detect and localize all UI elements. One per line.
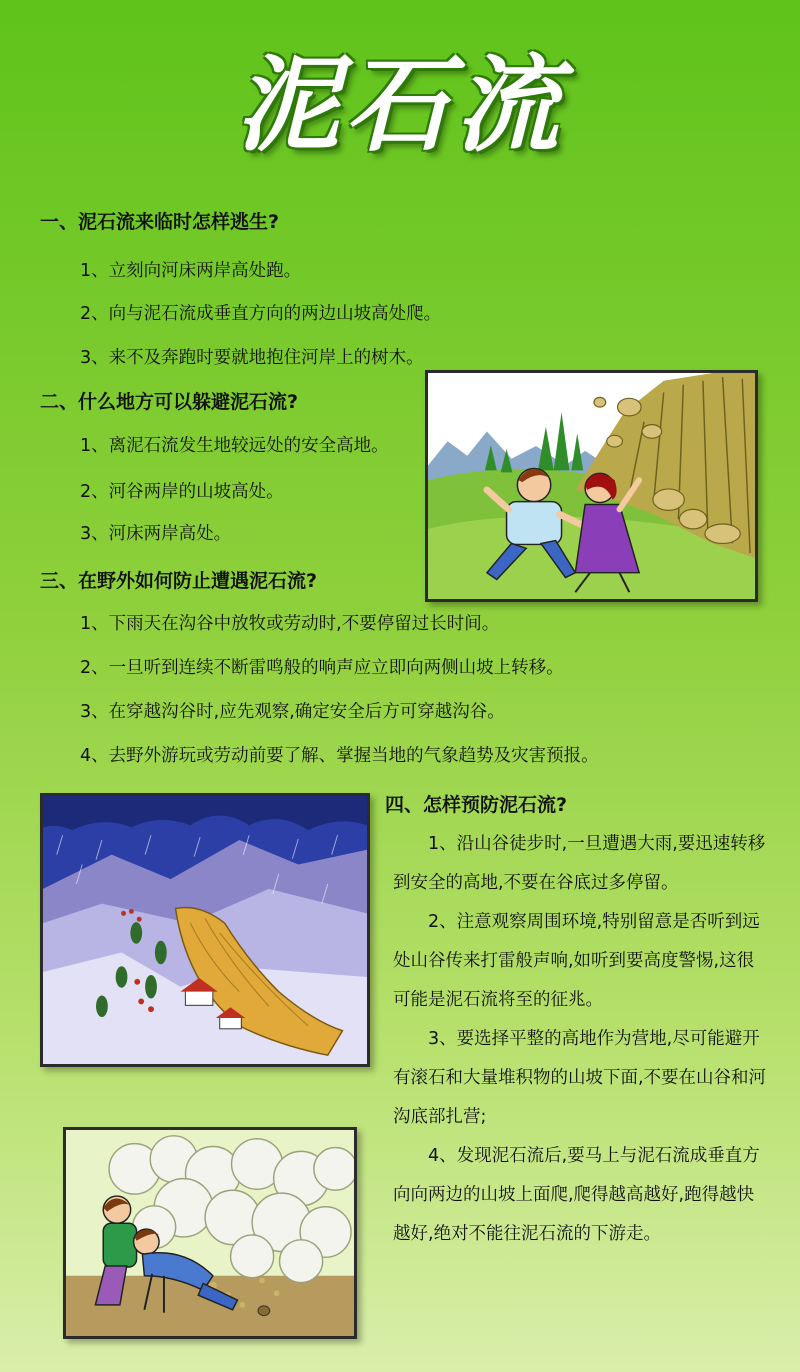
section-3-heading: 三、在野外如何防止遭遇泥石流? — [40, 570, 318, 592]
mudflow-valley-illustration — [40, 793, 370, 1067]
section-3-item-3: 3、在穿越沟谷时,应先观察,确定安全后方可穿越沟谷。 — [80, 702, 505, 722]
section-4-paragraph-4: 4、发现泥石流后,要马上与泥石流成垂直方向向两边的山坡上面爬,爬得越高越好,跑得越快越好,绝对不能往泥石流的下游走。 — [393, 1146, 760, 1244]
fleeing-people-illustration — [425, 370, 758, 602]
section-4-paragraph-3: 3、要选择平整的高地作为营地,尽可能避开有滚石和大量堆积物的山坡下面,不要在山谷和河沟底部扎营; — [393, 1029, 767, 1127]
section-4-text — [393, 825, 768, 1254]
section-3-item-2: 2、一旦听到连续不断雷鸣般的响声应立即向两侧山坡上转移。 — [80, 658, 564, 678]
section-4-paragraph-1: 1、沿山谷徒步时,一旦遭遇大雨,要迅速转移到安全的高地,不要在谷底过多停留。 — [393, 834, 766, 893]
debris-cloud-illustration — [63, 1127, 357, 1339]
section-1-item-2: 2、向与泥石流成垂直方向的两边山坡高处爬。 — [80, 304, 442, 324]
section-1-item-3: 3、来不及奔跑时要就地抱住河岸上的树木。 — [80, 348, 424, 368]
section-2-item-2: 2、河谷两岸的山坡高处。 — [80, 482, 284, 502]
section-2-item-1: 1、离泥石流发生地较远处的安全高地。 — [80, 436, 389, 456]
section-3-item-4: 4、去野外游玩或劳动前要了解、掌握当地的气象趋势及灾害预报。 — [80, 746, 599, 766]
section-4-heading: 四、怎样预防泥石流? — [385, 794, 568, 816]
section-1-item-1: 1、立刻向河床两岸高处跑。 — [80, 261, 302, 281]
poster-title: 泥石流 — [234, 44, 565, 166]
section-1-heading: 一、泥石流来临时怎样逃生? — [40, 211, 280, 233]
section-4-paragraph-2: 2、注意观察周围环境,特别留意是否听到远处山谷传来打雷般声响,如听到要高度警惕,这很可能是泥石流将至的征兆。 — [393, 912, 760, 1010]
section-2-heading: 二、什么地方可以躲避泥石流? — [40, 391, 299, 413]
section-2-item-3: 3、河床两岸高处。 — [80, 524, 232, 544]
section-3-item-1: 1、下雨天在沟谷中放牧或劳动时,不要停留过长时间。 — [80, 614, 500, 634]
